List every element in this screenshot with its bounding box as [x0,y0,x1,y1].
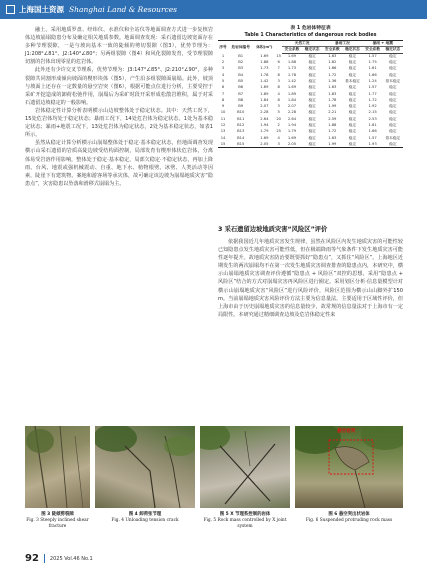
table-cell: B6 [238,85,244,90]
table-cell: 1.63 [328,135,337,140]
table-cell: 稳定 [389,91,397,96]
caption-en: Fig. 5 Rock mass controlled by X joint system [203,518,287,529]
table-cell: 稳定 [308,141,316,146]
table-cell: 14 [220,135,226,140]
table-cell: 稳定 [389,104,397,109]
table-cell: 稳定 [308,85,316,90]
table-cell: 1.57 [368,53,377,58]
table-cell: 1.42 [260,78,269,83]
table-cell: 稳定 [389,66,397,71]
table-cell: 6 [221,85,225,90]
table-title-en: Table 1 Characteristics of dangerous rock bodies [244,32,377,38]
caption-zh: 图 3 陡倾剪裂隙 [41,512,74,517]
table-cell: B5 [238,78,244,83]
table-cell: 2.15 [368,110,377,115]
group-header-rain: 暴雨工况 [322,41,362,47]
table-cell: 11 [220,116,226,121]
col-header-state: 稳定状态 [302,47,322,53]
fracture-lines-graphic [25,426,90,508]
journal-title-zh: 上海国土资源 [19,5,64,14]
group-header-natural: 天然工况 [282,41,322,47]
table-cell: 1.69 [287,85,297,90]
volume-info: 2025 Vol.46 No.1 [49,555,93,562]
figure-6-photo [295,426,403,508]
table-cell: B10 [237,110,245,115]
table-cell: B1 [238,53,244,58]
right-column [218,238,403,319]
table-cell: B2 [238,60,244,65]
table-cell: 1.69 [287,135,297,140]
table-cell: B4 [238,72,244,77]
table-cell: 稳定 [389,85,397,90]
table-cell: 2.05 [260,141,269,146]
table-cell: 稳定 [308,72,316,77]
table-cell: 3 [221,66,225,71]
table-cell: 稳定 [348,116,357,121]
table-cell: 1.79 [287,129,297,134]
table-cell: 2.64 [287,116,297,121]
table-cell: 稳定 [348,53,357,58]
table-cell: 1.69 [287,53,297,58]
table-cell: 1.92 [368,104,377,109]
table-title-zh: 表 1 危岩体特征表 [290,26,331,31]
table-cell: 1.24 [368,78,377,83]
table-cell: 2 [277,123,280,127]
col-header-volume: 体积(m³) [256,44,273,49]
table-cell: 稳定 [348,141,357,146]
table-cell: 4 [221,72,225,77]
table-cell: 4 [277,135,280,140]
table-cell: 稳定 [308,116,316,121]
table-cell: 2.21 [328,110,337,115]
table-cell: 稳定 [308,78,316,83]
table-cell: 2.07 [260,104,269,109]
table-cell: 2.28 [260,110,269,115]
table-cell: 稳定 [308,110,316,115]
table-cell: 稳定 [389,97,397,102]
table-cell: 1.42 [287,78,297,83]
table-cell: 1.72 [328,72,337,77]
table-cell: 1.82 [328,60,337,65]
journal-logo-icon [6,5,15,14]
table-cell: 稳定 [348,97,357,102]
table-cell: 基本稳定 [345,78,360,83]
table-cell: 1.94 [287,123,297,127]
table-cell: 1.63 [328,85,337,90]
table-cell: B8 [238,97,244,102]
table-cell: 2.05 [287,141,297,146]
left-column [25,26,213,188]
caption-zh: 图 4 卸荷张节理 [128,512,162,517]
table-cell: 25 [276,129,282,134]
figure-5-caption [200,512,290,530]
table-cell: 1.72 [368,97,377,102]
col-header-code: 危岩体编号 [231,44,250,49]
paragraph: 岩体稳定性计算分析表明横示山边坡整体处于稳定状态。其中：天然工况下，15处危岩体均处于稳定状态；暴雨工况下，14处危岩体为稳定状态，1处为基本稳定状态；暴雨+地震工况下，13处危岩体为稳定状态，2处为基本稳定状态，如表1所示。 [25,107,213,139]
figure-3-caption [25,512,90,530]
table-row [218,141,403,147]
table-cell: 1.57 [368,85,377,90]
table-cell: 稳定 [348,91,357,96]
table-cell: 2.59 [328,116,337,121]
col-header-num: 序号 [219,44,227,49]
table-cell: 稳定 [348,66,357,71]
table-cell: 8 [221,97,225,102]
figure-6-annotation-label: 悬空岩突 [337,429,356,434]
table-cell: 稳定 [348,110,357,115]
group-header-rain-quake: 暴雨 + 地震 [363,41,403,47]
figure-4-caption [95,512,195,524]
table-cell: 稳定 [389,60,397,65]
table-cell: 1.84 [260,97,269,102]
table-cell: 稳定 [348,135,357,140]
table-cell: 1.69 [260,135,269,140]
table-cell: 稳定 [389,129,397,134]
suspended-rock-graphic [295,426,403,508]
paragraph: 融土。采用地质罗盘、经纬仪、水准仪和全站仪等地面调查方式进一步复核岩体边坡崩塌隐患分布及确定相关地质参数。地面调查发现：采石遗留边坡宽面存在多种节理裂隙，一是与坡向基本一致的陡倾的剪切裂隙（图3），优势节理为：J1:208°∠81°、J2:140°∠80°；另两组裂隙（图4）和风化裂隙发育，受节理裂隙切割的岩体出现零星的危岩体。 [25,27,213,66]
table-cell: 稳定 [389,123,397,127]
table-cell: 1.57 [368,135,377,140]
table-cell: 稳定 [348,104,357,109]
caption-zh: 图 5 X 节理系控制的岩体 [219,512,271,517]
table-cell: B3 [238,66,244,71]
table-cell: 稳定 [389,116,397,121]
section-heading: 3 采石遗留边坡地质灾害“风险区”评价 [218,226,328,233]
figure-6-caption [295,512,403,524]
table-cell: 1.94 [260,123,269,127]
table-cell: 1.88 [260,60,269,65]
col-header-coef: 安全系数 [322,47,342,53]
table-cell: 1.66 [328,66,337,71]
col-header-state: 稳定状态 [383,47,403,53]
table-cell: 1.63 [328,53,337,58]
caption-en: Fig. 4 Unloading tension crack [111,518,179,523]
table-cell: 1.88 [328,123,337,127]
table-cell: 4 [277,91,280,96]
col-header-coef: 安全系数 [282,47,302,53]
page-footer [25,553,93,564]
table-cell: 5 [277,110,280,115]
table-cell: 稳定 [308,66,316,71]
table-cell: 稳定 [308,104,316,109]
table-cell: 稳定 [389,141,397,146]
x-joint-graphic [200,426,290,508]
table-cell: 稳定 [308,129,316,134]
table-cell: 1.81 [368,123,377,127]
table-cell: 稳定 [308,97,316,102]
journal-header [0,0,427,19]
table-cell: 1.77 [368,91,377,96]
table-cell: B13 [237,129,245,134]
table-cell: 13 [220,129,226,134]
table-caption [218,26,403,39]
table-cell: 1.84 [287,97,297,102]
table-cell: 1.66 [368,129,377,134]
table-cell: B11 [237,116,245,121]
table-cell: 1.69 [260,85,269,90]
table-cell: 1.88 [287,60,297,65]
table-cell: 稳定 [389,110,397,115]
table-cell: 9 [221,104,225,109]
table-cell: B9 [238,104,244,109]
table-cell: 2.64 [260,116,269,121]
figure-4-photo [95,426,195,508]
figure-5-photo [200,426,290,508]
table-cell: 稳定 [308,135,316,140]
table-cell: 稳定 [348,85,357,90]
col-header-coef: 安全系数 [363,47,383,53]
figure-3-photo [25,426,90,508]
table-cell: 6 [277,60,280,65]
table-cell: 3 [277,141,280,146]
table-cell: 稳定 [308,53,316,58]
table-cell: 1.89 [287,91,297,96]
table-cell: 1.99 [328,141,337,146]
table-cell: 1.69 [260,53,269,58]
table-cell: 稳定 [308,91,316,96]
table-body [218,53,403,147]
table-cell: 1.75 [368,60,377,65]
table-cell: 1.83 [328,91,337,96]
table-cell: 20 [276,116,282,121]
table-cell: B12 [237,123,245,127]
table-cell: 15 [276,53,282,58]
table-cell: 稳定 [348,72,357,77]
dangerous-rock-table [218,40,403,148]
caption-en: Fig. 6 Suspended protruding rock mass [305,518,393,523]
table-cell: 1.36 [328,78,337,83]
table-cell: 基本稳定 [385,78,401,83]
table-cell: 1.73 [260,66,269,71]
caption-zh: 图 6 悬空突出状岩体 [328,512,370,517]
table-cell: 1.89 [260,91,269,96]
table-cell: 稳定 [308,60,316,65]
page-number: 92 [25,553,39,564]
table-cell: B15 [237,141,245,146]
table-cell: 1 [221,53,225,58]
paragraph: 此外还有少许交叉节理系，优势节理为：J3:147°∠85°、J2:210°∠90°，多种裂隙共同割形成倾向坡面的楔形块体（图5），产生沿多组裂隙面崩塌。此外，坡顶与坡面上还存在一定数量的悬空岩突（图6），根据可能点位进行分析，主要受控于采矿开挖造成的卸荷松弛作用，崩塌后为采矿时段开采形成松散岩堆积，属于对采石遗留边坡稳定的一般影响。 [25,67,213,106]
table-cell: 1.79 [260,129,269,134]
table-cell: 8 [277,97,280,102]
table-cell: 8 [277,72,280,77]
table-cell: 2.53 [368,116,377,121]
table-cell: 5 [221,78,225,83]
journal-title-en: Shanghai Land & Resources [69,5,178,14]
paragraph: 虽然从稳定计算分析横示山崩塌整体处于稳定·基本稳定状态，但地面调查发现横示山采石遗留的岩质高陡边坡受结构面控制，局部发育有楔形体状危岩体，分离体易受岩溶作用影响，整体处于稳定·基本稳定，局部欠稳定·不稳定状态，再加上降雨、台风、地震或强机械震动、自重、地下水、植物根劈、冰劈、人类活动等因素，陡崖下有建筑物、案地和游客场等承灾体，故可确定该边坡为崩塌地质灾害“隐患点”，灾害隐患以坠落和滑移式崩塌为主。 [25,140,213,187]
table-cell: 1.73 [287,66,297,71]
table-cell: 10 [220,110,226,115]
table-cell: 1.61 [368,66,377,71]
table-cell: 稳定 [348,123,357,127]
table-cell: 1.66 [368,72,377,77]
table-cell: 7 [221,91,225,96]
table-cell: 12 [220,123,226,127]
table-cell: 1.78 [287,72,297,77]
table-cell: 1.78 [260,72,269,77]
paragraph: 依据我国近几年地质灾害发生规律，虽然在风险区内发生地质灾害的可能性较已知隐患点发生地质灾害可能性低，但在极端降雨等气象条件下发生地质灾害可能性逐年提升。故地质灾害防治要既要抓好“隐患点”，又抓住“风险区”。上海地区近期发生的两次崩塌均不在第一次发生地质灾害调查排查的隐患点内，本研究中，横示山崩塌地质灾害调查评价遵循“隐患点 + 风险区”双控的思想，采用“隐患点 + 风险区”结合的方式对崩塌灾害再风险区进行圈定。采用划区分析·信息量模型计对横示山崩塌地质灾害“风险区”进行风险评价，风险区范围为横示山山脚外扩150 m。当前崩塌地质灾害风险评价方法主要为信息量法，主要适用于区域性评价，但上海市由于历史崩塌地质灾害的信息量较少，故常规的信息量法对于上海市有一定局限性。本研究通过精细调查边坡及危岩体稳定性来 [218,239,403,318]
table-cell: 稳定 [389,72,397,77]
table-cell: 7 [277,66,280,71]
table-cell: 稳定 [348,129,357,134]
footer-divider [44,554,45,563]
table-cell: 稳定 [389,53,397,58]
table-cell: 1.78 [328,97,337,102]
table-cell: 1.72 [328,129,337,134]
table-cell: 基本稳定 [385,135,401,140]
table-cell: B7 [238,91,244,96]
table-cell: 1.99 [328,104,337,109]
table-cell: 2.28 [287,110,297,115]
table-cell: 8 [277,85,280,90]
caption-en: Fig. 3 Steeply inclined shear fracture [26,518,89,529]
table-cell: 3 [277,104,280,109]
table-cell: 稳定 [308,123,316,127]
table-cell: 稳定 [348,60,357,65]
table-cell: 3 [277,78,280,83]
table-cell: 15 [220,141,226,146]
table-cell: B14 [237,135,245,140]
tension-crack-graphic [95,426,195,508]
col-header-state: 稳定状态 [342,47,362,53]
table-cell: 2.07 [287,104,297,109]
table-cell: 2 [221,60,225,65]
table-cell: 1.93 [368,141,377,146]
